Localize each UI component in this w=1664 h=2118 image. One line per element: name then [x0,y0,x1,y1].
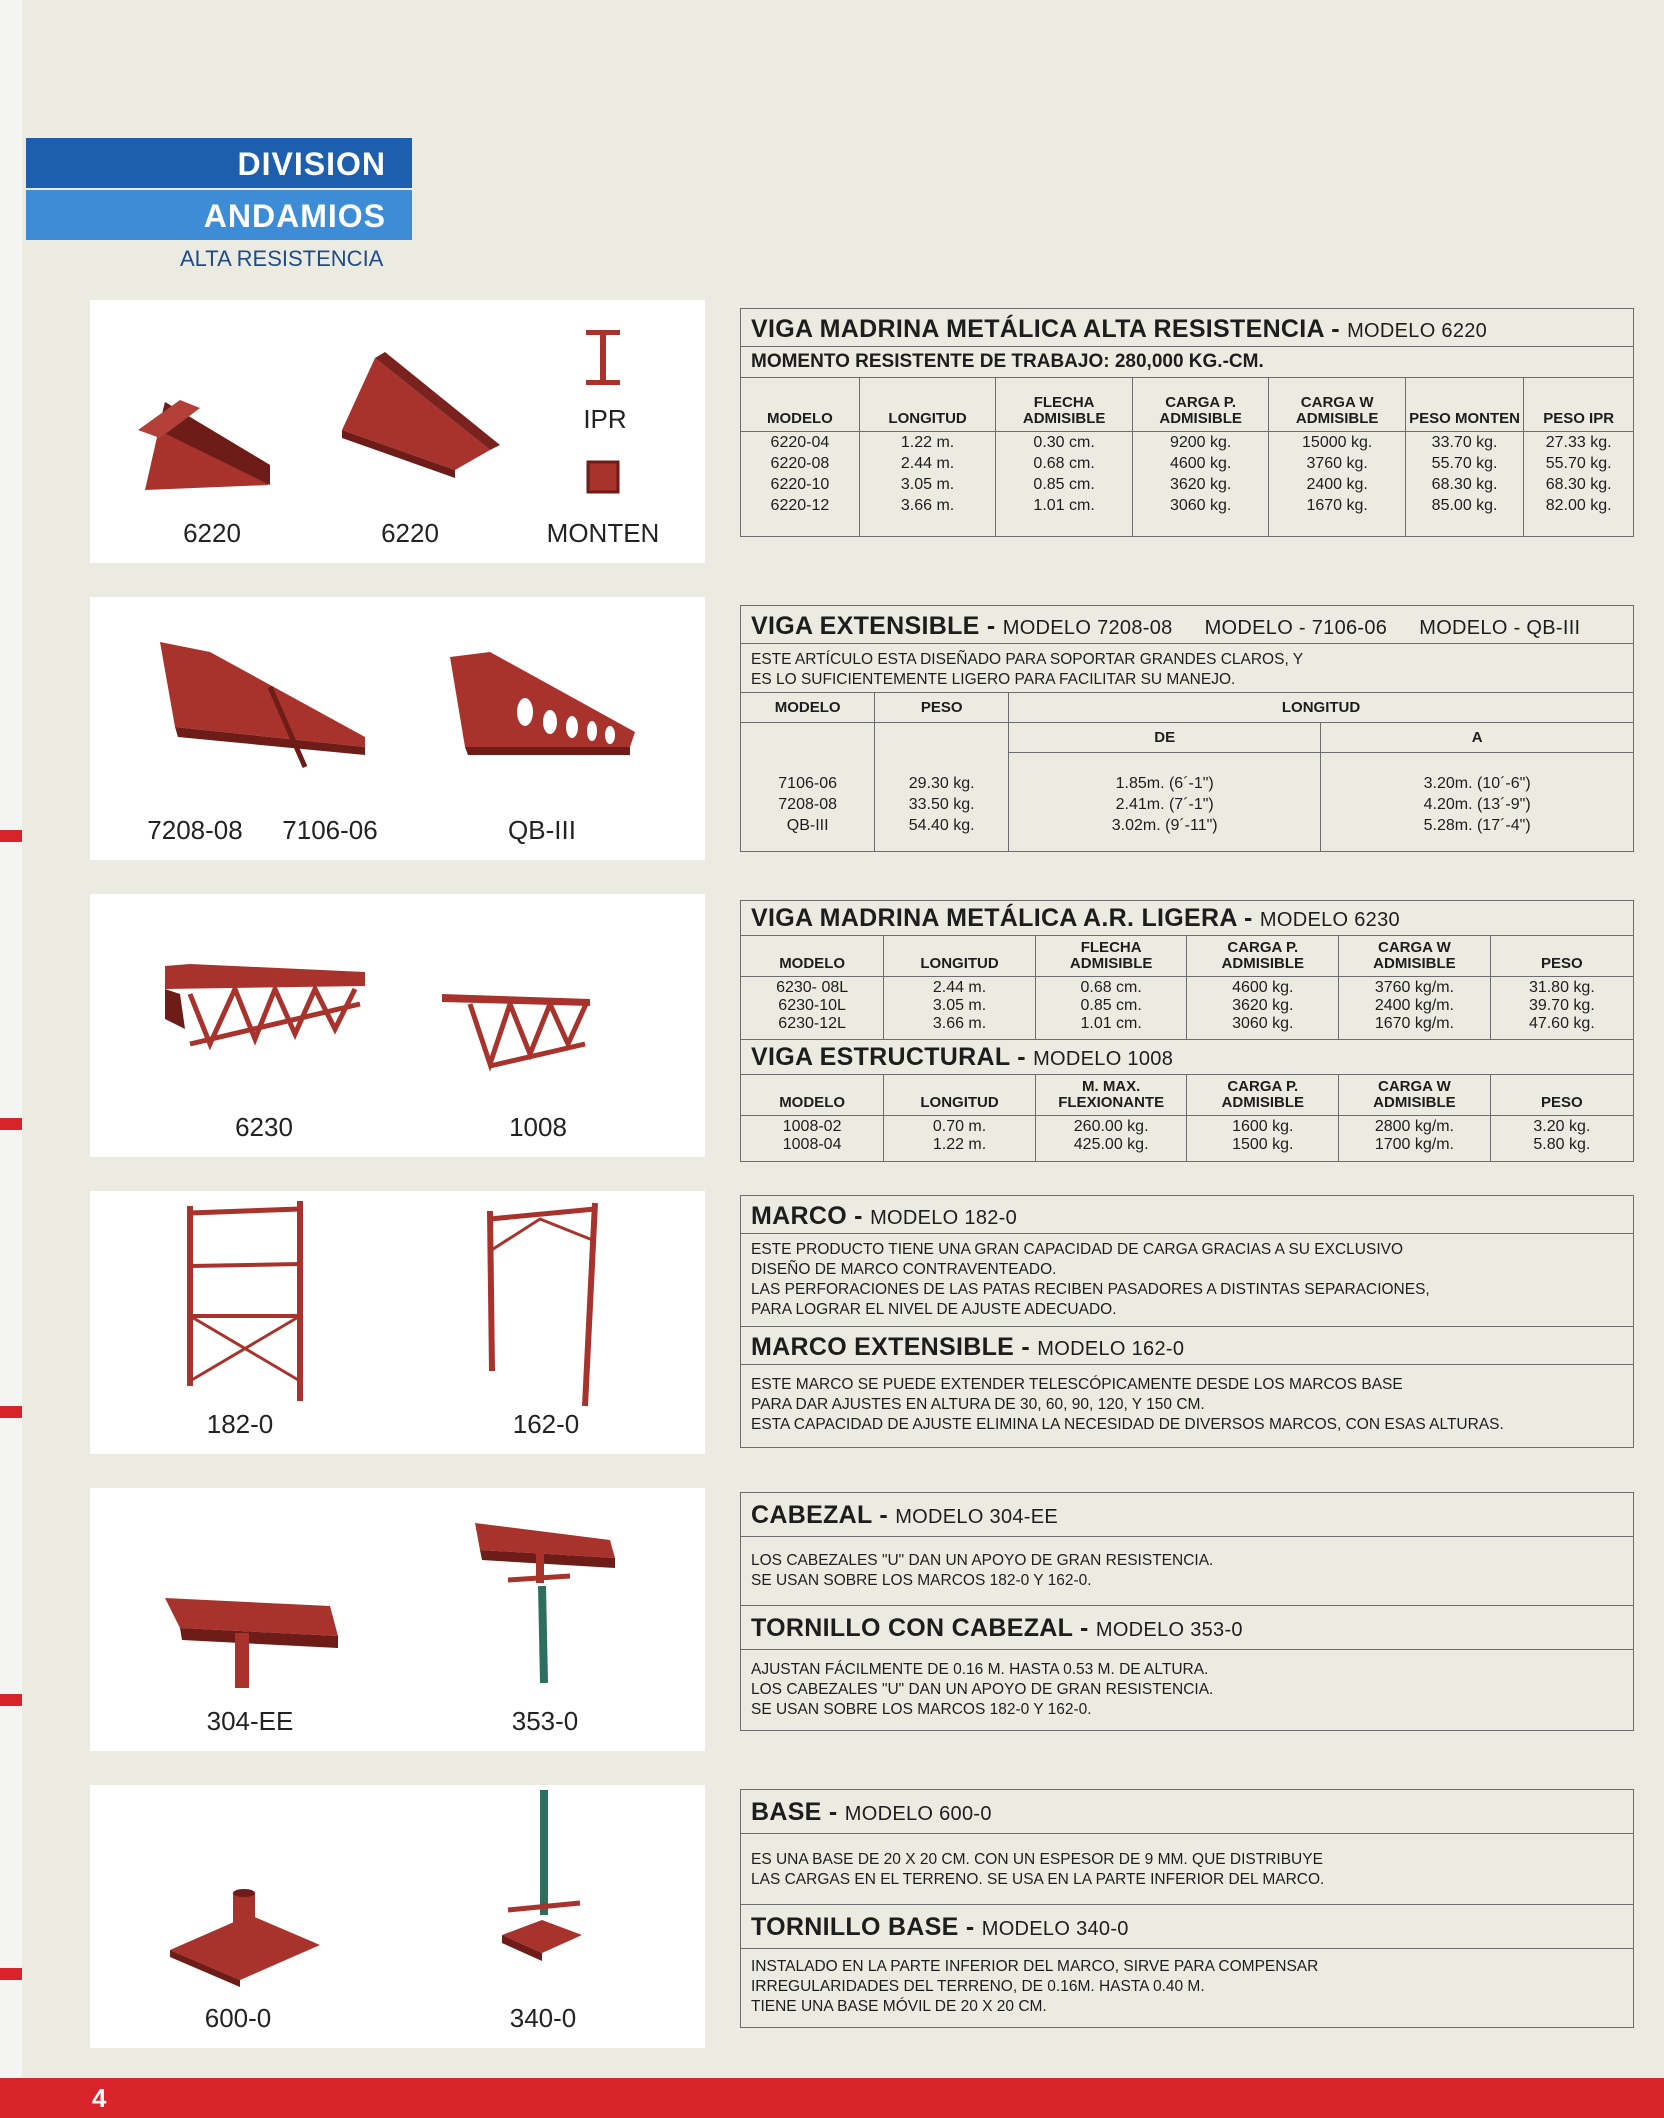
description-line: SE USAN SOBRE LOS MARCOS 182-0 Y 162-0. [751,1572,1092,1589]
section-description [741,1649,1633,1730]
data-cell: 1.85m. (6´-1") 2.41m. (7´-1") 3.02m. (9´-11") [1009,753,1321,851]
description-line: SE USAN SOBRE LOS MARCOS 182-0 Y 162-0. [751,1701,1092,1718]
column-header: A [1321,723,1633,753]
section-model: MODELO 182-0 [870,1207,1018,1229]
section-description [741,1364,1633,1447]
column-header: FLECHA ADMISIBLE [996,378,1133,432]
photo-label-6220-b: 6220 [381,518,439,548]
section-viga-ligera-estructural [740,900,1634,1162]
data-cell: 3.20m. (10´-6") 4.20m. (13´-9") 5.28m. (17´-4") [1321,753,1633,851]
header-subtitle: ALTA RESISTENCIA [180,246,384,271]
data-cell: 15000 kg. 3760 kg. 2400 kg. 1670 kg. [1269,432,1406,536]
description-line: ESTE MARCO SE PUEDE EXTENDER TELESCÓPICAMENTE DESDE LOS MARCOS BASE [751,1376,1403,1393]
photo-label-qb-iii: QB-III [508,815,576,845]
section-title [741,1904,1633,1948]
column-header: CARGA W ADMISIBLE [1269,378,1406,432]
description-line: AJUSTAN FÁCILMENTE DE 0.16 M. HASTA 0.53 M. DE ALTURA. [751,1661,1209,1678]
data-cell: 1008-02 1008-04 [741,1115,884,1161]
photo-panel-vigas-6220 [90,300,705,563]
spec-table-extensible [741,692,1633,851]
description-line: INSTALADO EN LA PARTE INFERIOR DEL MARCO, SIRVE PARA COMPENSAR [751,1958,1319,1975]
photo-label-340-0: 340-0 [509,2003,577,2033]
data-cell: 4600 kg. 3620 kg. 3060 kg. [1187,977,1339,1039]
section-model: MODELO 162-0 [1037,1338,1185,1360]
data-cell: 0.70 m. 1.22 m. [884,1115,1036,1161]
photo-label-6230: 6230 [235,1112,293,1142]
red-side-tick [0,1406,22,1418]
description-line: ESTA CAPACIDAD DE AJUSTE ELIMINA LA NECESIDAD DE DIVERSOS MARCOS, CON ESAS ALTURAS. [751,1416,1504,1433]
column-header: PESO [1490,936,1633,977]
data-cell: 31.80 kg. 39.70 kg. 47.60 kg. [1490,977,1633,1039]
column-header: FLECHA ADMISIBLE [1035,936,1187,977]
section-title [741,1605,1633,1649]
truss-beam-illustration [90,894,705,1157]
base-plate-illustration [90,1785,705,2048]
column-header: PESO MONTEN [1405,378,1523,432]
section-viga-madrina-6220 [740,308,1634,537]
red-side-tick [0,1968,22,1980]
division-label: DIVISION [237,146,386,182]
spec-table-6230 [741,935,1633,1039]
page-number: 4 [92,2083,107,2113]
photo-label-304-ee: 304-EE [206,1706,294,1736]
column-header: MODELO [741,378,859,432]
column-header: DE [1009,723,1321,753]
description-line: LAS CARGAS EN EL TERRENO. SE USA EN LA PARTE INFERIOR DEL MARCO. [751,1871,1325,1888]
column-header: CARGA P. ADMISIBLE [1132,378,1269,432]
section-description [741,1536,1633,1605]
description-line: ESTE PRODUCTO TIENE UNA GRAN CAPACIDAD DE CARGA GRACIAS A SU EXCLUSIVO [751,1241,1404,1258]
momento-resistente: MOMENTO RESISTENTE DE TRABAJO: 280,000 KG.-CM. [741,346,1633,377]
column-header: PESO IPR [1524,378,1633,432]
photo-label-7208-08: 7208-08 [147,815,243,845]
photo-label-600-0: 600-0 [204,2003,272,2033]
data-cell: 9200 kg. 4600 kg. 3620 kg. 3060 kg. [1132,432,1269,536]
data-cell: 6220-04 6220-08 6220-10 6220-12 [741,432,859,536]
section-model: MODELO 6230 [1259,909,1400,931]
description-line: IRREGULARIDADES DEL TERRENO, DE 0.16M. HASTA 0.40 M. [751,1978,1205,1995]
data-cell: 3760 kg/m. 2400 kg/m. 1670 kg/m. [1339,977,1491,1039]
column-header: MODELO [741,1074,884,1115]
section-title [741,1326,1633,1364]
column-header: MODELO [741,936,884,977]
photo-label-182-0: 182-0 [206,1409,274,1439]
photo-label-1008: 1008 [509,1112,567,1142]
section-title [741,606,1633,643]
section-model: MODELO 340-0 [981,1918,1129,1940]
column-header: PESO [1490,1074,1633,1115]
description-line: ESTE ARTÍCULO ESTA DISEÑADO PARA SOPORTAR GRANDES CLAROS, Y [751,651,1304,668]
red-side-tick [0,1118,22,1130]
photo-panel-marcos [90,1191,705,1454]
data-cell: 29.30 kg. 33.50 kg. 54.40 kg. [875,753,1009,851]
data-cell: 6230- 08L 6230-10L 6230-12L [741,977,884,1039]
photo-panel-cabezales [90,1488,705,1751]
column-header: LONGITUD [859,378,996,432]
section-title-text: MARCO - [751,1202,871,1230]
data-cell: 1600 kg. 1500 kg. [1187,1115,1339,1161]
photo-label-6220-a: 6220 [183,518,241,548]
description-line: LOS CABEZALES "U" DAN UN APOYO DE GRAN RESISTENCIA. [751,1681,1214,1698]
column-header-blank [741,723,875,753]
section-description [741,1948,1633,2027]
data-cell: 0.68 cm. 0.85 cm. 1.01 cm. [1035,977,1187,1039]
section-title-text: TORNILLO CON CABEZAL - [751,1614,1096,1642]
description-line: LAS PERFORACIONES DE LAS PATAS RECIBEN PASADORES A DISTINTAS SEPARACIONES, [751,1281,1430,1298]
photo-label-7106-06: 7106-06 [282,815,378,845]
data-cell: 7106-06 7208-08 QB-III [741,753,875,851]
division-header [26,138,412,188]
section-title-text: CABEZAL - [751,1501,896,1529]
spec-table-6220 [741,377,1633,536]
data-cell: 260.00 kg. 425.00 kg. [1035,1115,1187,1161]
section-title-text: VIGA MADRINA METÁLICA ALTA RESISTENCIA - [751,315,1348,343]
data-cell: 1.22 m. 2.44 m. 3.05 m. 3.66 m. [859,432,996,536]
column-header: CARGA W ADMISIBLE [1339,1074,1491,1115]
section-model: MODELO 1008 [1033,1047,1174,1070]
section-title-text: VIGA EXTENSIBLE - [751,612,1003,640]
photo-label-162-0: 162-0 [512,1409,580,1439]
photo-label-monten: MONTEN [546,518,660,548]
section-title [741,1196,1633,1233]
data-cell: 33.70 kg. 55.70 kg. 68.30 kg. 85.00 kg. [1405,432,1523,536]
photo-panel-bases [90,1785,705,2048]
column-header: M. MAX. FLEXIONANTE [1035,1074,1187,1115]
photo-label-ipr: IPR [583,404,627,434]
section-description [741,1233,1633,1326]
section-title [741,1790,1633,1833]
scaffold-frame-illustration [90,1191,705,1454]
section-title [741,1039,1633,1074]
column-header: LONGITUD [884,1074,1036,1115]
section-title [741,309,1633,346]
red-side-tick [0,830,22,842]
section-model: MODELO 600-0 [844,1803,992,1825]
data-cell: 0.30 cm. 0.68 cm. 0.85 cm. 1.01 cm. [996,432,1133,536]
description-line: PARA DAR AJUSTES EN ALTURA DE 30, 60, 90, 120, Y 150 CM. [751,1396,1205,1413]
description-line: DISEÑO DE MARCO CONTRAVENTEADO. [751,1261,1057,1278]
section-model: MODELO 6220 [1347,320,1488,342]
section-title-text: BASE - [751,1798,845,1826]
section-title-text: TORNILLO BASE - [751,1913,982,1941]
photo-panel-vigas-extensibles [90,597,705,860]
column-header: PESO [875,693,1009,723]
u-head-illustration [90,1488,705,1751]
red-side-tick [0,1694,22,1706]
section-model: MODELO - QB-III [1419,617,1581,639]
footer-bar [0,2078,1664,2118]
section-cabezales [740,1492,1634,1731]
column-header: CARGA P. ADMISIBLE [1187,1074,1339,1115]
column-header: MODELO [741,693,875,723]
section-title [741,1493,1633,1536]
section-model: MODELO 304-EE [895,1506,1059,1528]
section-title-text: MARCO EXTENSIBLE - [751,1333,1038,1361]
column-header: CARGA W ADMISIBLE [1339,936,1491,977]
section-model: MODELO - 7106-06 [1204,617,1388,639]
column-header: CARGA P. ADMISIBLE [1187,936,1339,977]
data-cell: 27.33 kg. 55.70 kg. 68.30 kg. 82.00 kg. [1524,432,1633,536]
column-header: LONGITUD [1009,693,1633,723]
data-cell: 2.44 m. 3.05 m. 3.66 m. [884,977,1036,1039]
photo-panel-vigas-ligeras [90,894,705,1157]
description-line: PARA LOGRAR EL NIVEL DE AJUSTE ADECUADO. [751,1301,1117,1318]
data-cell: 2800 kg/m. 1700 kg/m. [1339,1115,1491,1161]
photo-label-353-0: 353-0 [511,1706,579,1736]
section-description [741,1833,1633,1904]
column-header: LONGITUD [884,936,1036,977]
andamios-header [26,190,412,240]
description-line: LOS CABEZALES "U" DAN UN APOYO DE GRAN RESISTENCIA. [751,1552,1214,1569]
section-model: MODELO 7208-08 [1002,617,1173,639]
section-description [741,643,1633,692]
spec-table-1008 [741,1074,1633,1162]
section-title [741,901,1633,935]
description-line: TIENE UNA BASE MÓVIL DE 20 X 20 CM. [751,1998,1047,2015]
column-header-blank [875,723,1009,753]
section-marcos [740,1195,1634,1448]
section-model: MODELO 353-0 [1095,1619,1243,1641]
description-line: ES LO SUFICIENTEMENTE LIGERO PARA FACILITAR SU MANEJO. [751,671,1236,688]
left-margin-strip [0,0,22,2118]
description-line: ES UNA BASE DE 20 X 20 CM. CON UN ESPESOR DE 9 MM. QUE DISTRIBUYE [751,1851,1323,1868]
section-title-text: VIGA ESTRUCTURAL - [751,1042,1034,1071]
data-cell: 3.20 kg. 5.80 kg. [1490,1115,1633,1161]
andamios-label: ANDAMIOS [203,198,386,234]
section-bases [740,1789,1634,2028]
section-viga-extensible [740,605,1634,852]
section-title-text: VIGA MADRINA METÁLICA A.R. LIGERA - [751,904,1260,932]
